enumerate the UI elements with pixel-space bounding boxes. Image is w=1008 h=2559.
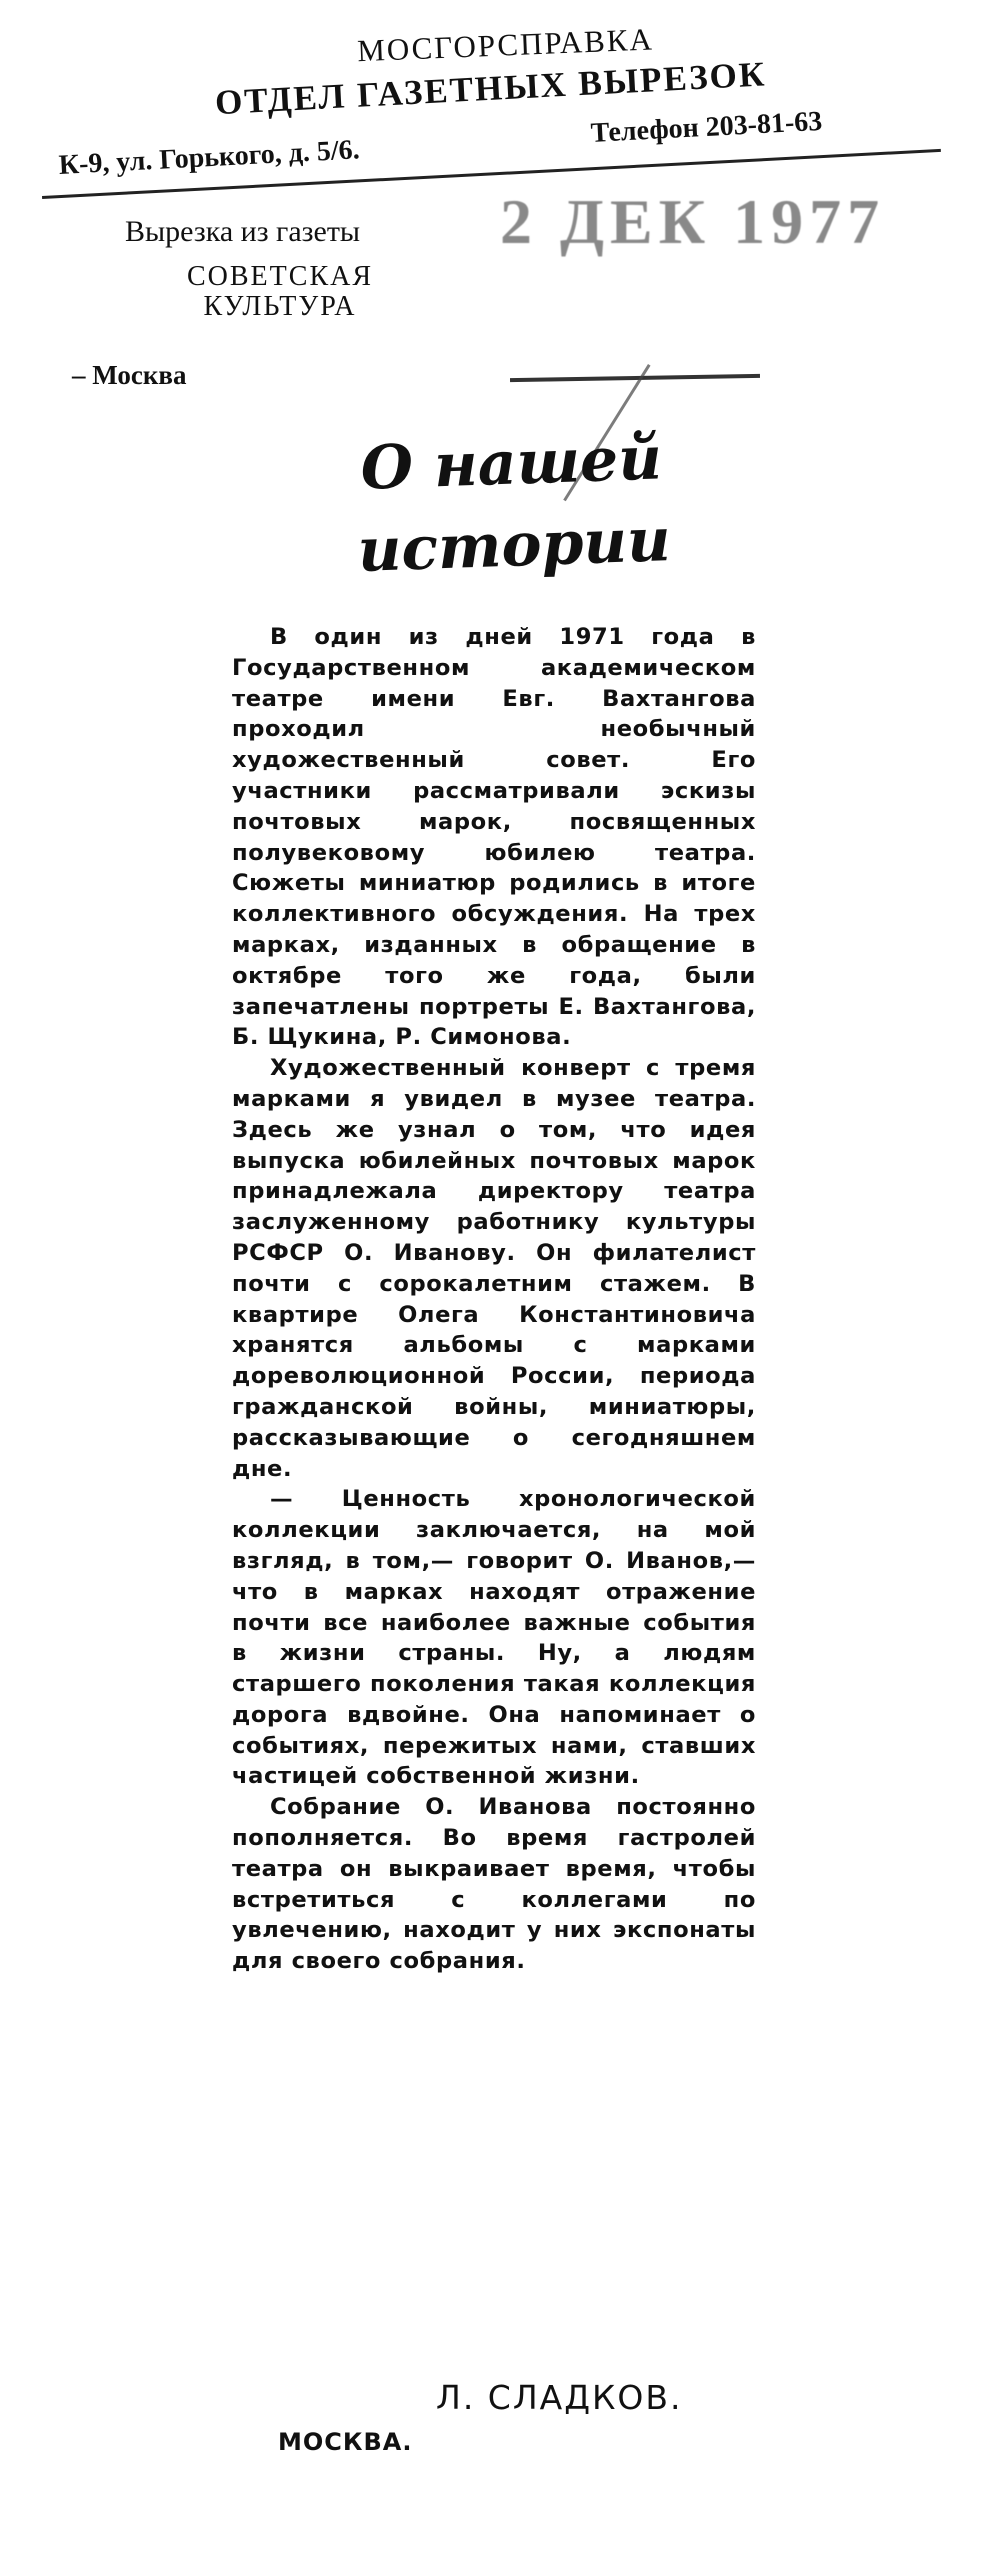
agency-name: МОСГОРСПРАВКА [356,21,655,69]
clipping-label: Вырезка из газеты [125,215,361,248]
phone-number: Телефон 203-81-63 [590,105,823,149]
article-paragraph: Собрание О. Иванова постоянно пополняется. Во время гастролей театра он выкраивает время, чтобы встретиться с коллегами по увлечению, находит у них экспонаты для своего собрания. [232,1794,756,1975]
article-body [232,622,756,1977]
dateline-place: МОСКВА. [278,2428,413,2456]
department-name: ОТДЕЛ ГАЗЕТНЫХ ВЫРЕЗОК [214,54,768,123]
date-stamp: 2 ДЕК 1977 [500,186,886,257]
article-headline: О нашей истории [356,423,672,587]
article-paragraph: В один из дней 1971 года в Государственном академическом театре имени Евг. Вахтангова проходил необычный художественный совет. Его участники рассматривали эскизы почтовых марок, посвященных полувековому юбилею театра. Сюжеты миниатюр родились в итоге коллективного обсуждения. На трех марках, изданных в обращение в октябре того же года, были запечатлены портреты Е. Вахтангова, Б. Щукина, Р. Симонова. [232,624,756,1051]
article-paragraph: Художественный конверт с тремя марками я увидел в музее театра. Здесь же узнал о том, что идея выпуска юбилейных почтовых марок принадлежала директору театра заслуженному работнику культуры РСФСР О. Иванову. Он филателист почти с сорокалетним стажем. В квартире Олега Константиновича хранятся альбомы с марками дореволюционной России, периода гражданской войны, миниатюры, рассказывающие о сегодняшнем дне. [232,1055,756,1482]
author-signature: Л. СЛАДКОВ. [436,2378,683,2417]
address: К-9, ул. Горького, д. 5/6. [58,134,361,181]
cut-line [510,374,760,382]
city-label: – Москва [72,360,187,390]
newspaper-name: СОВЕТСКАЯ КУЛЬТУРА [186,261,374,322]
article-paragraph: — Ценность хронологической коллекции заключается, на мой взгляд, в том,— говорит О. Иванов,— что в марках находят отражение почти все наиболее важные события в жизни страны. Ну, а людям старшего поколения такая коллекция дорога вдвойне. Она напоминает о событиях, пережитых нами, ставших частицей собственной жизни. [232,1486,756,1790]
